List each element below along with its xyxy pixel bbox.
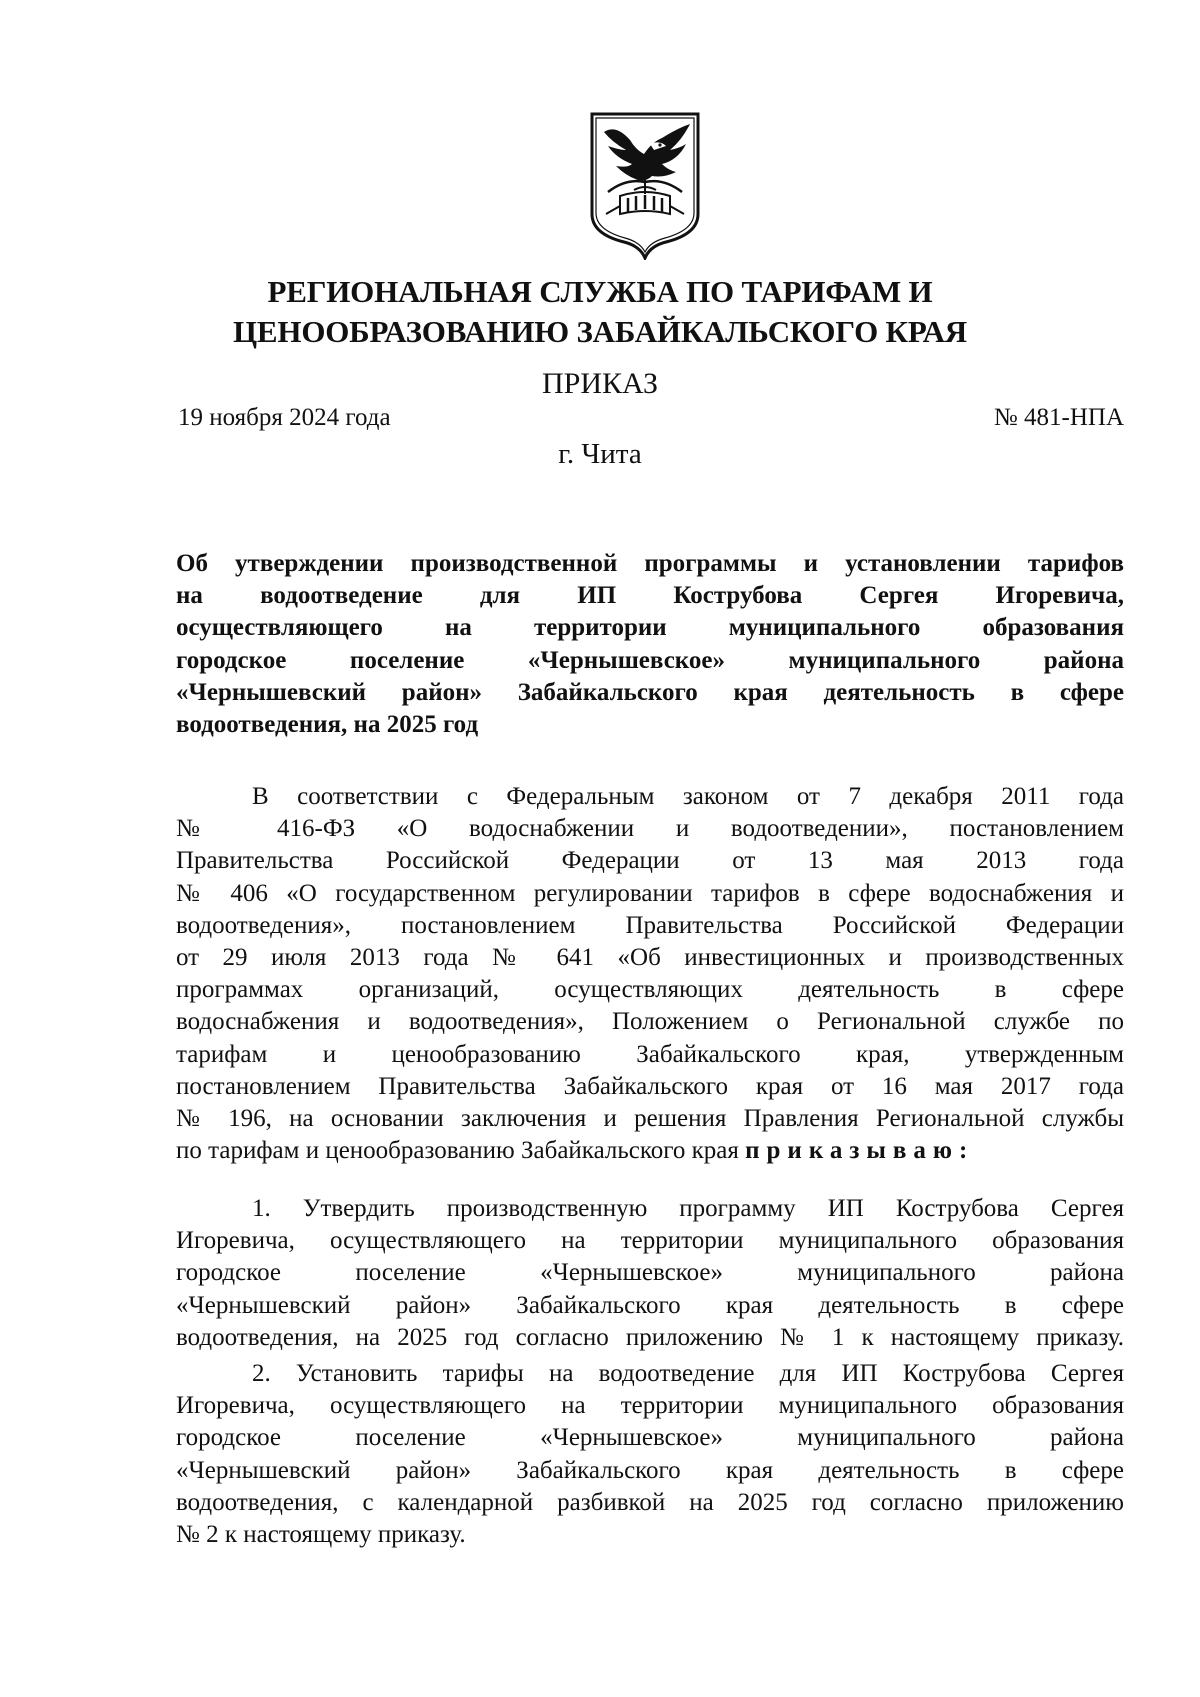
preamble-line: от 29 июля 2013 года № 641 «Об инвестиционных и производственных <box>176 944 1124 972</box>
preamble-line: № 416-ФЗ «О водоснабжении и водоотведении», постановлением <box>176 815 1124 843</box>
document-city: г. Чита <box>558 438 642 470</box>
preamble-line: № 196, на основании заключения и решения Правления Региональной службы <box>176 1105 1124 1133</box>
preamble-line: по тарифам и ценообразованию Забайкальского края <box>176 1137 746 1165</box>
item-line: Игоревича, осуществляющего на территории муниципального образования <box>176 1392 1124 1420</box>
organization-name-line2: ЦЕНООБРАЗОВАНИЮ ЗАБАЙКАЛЬСКОГО КРАЯ <box>233 314 967 349</box>
document-number: № 481-НПА <box>993 404 1124 431</box>
preamble-final-line <box>176 1135 1124 1167</box>
preamble-line: Правительства Российской Федерации от 13 мая 2013 года <box>176 847 1124 875</box>
document-date: 19 ноября 2024 года <box>178 404 391 431</box>
item-line: городское поселение «Чернышевское» муниципального района <box>176 1259 1124 1287</box>
organization-name <box>150 272 1050 352</box>
item-line: 1. Утвердить производственную программу ИП Кострубова Сергея <box>252 1195 1124 1222</box>
order-word: приказываю: <box>745 1137 975 1165</box>
item-line: Игоревича, осуществляющего на территории муниципального образования <box>176 1227 1124 1255</box>
item-line: городское поселение «Чернышевское» муниципального района <box>176 1424 1124 1452</box>
item-line: 2. Установить тарифы на водоотведение для ИП Кострубова Сергея <box>252 1360 1124 1387</box>
preamble-line: тарифам и ценообразованию Забайкальского края, утвержденным <box>176 1040 1124 1068</box>
subject-line: осуществляющего на территории муниципального образования <box>176 614 1124 642</box>
preamble-line: водоснабжения и водоотведения», Положением о Региональной службе по <box>176 1008 1124 1036</box>
subject-line: на водоотведение для ИП Кострубова Сергея Игоревича, <box>176 582 1124 610</box>
preamble-line: программах организаций, осуществляющих деятельность в сфере <box>176 976 1124 1004</box>
subject-line: городское поселение «Чернышевское» муниципального района <box>176 646 1124 674</box>
preamble-line: № 406 «О государственном регулировании тарифов в сфере водоснабжения и <box>176 879 1124 907</box>
subject-line: «Чернышевский район» Забайкальского края деятельность в сфере <box>176 678 1124 706</box>
item-line: «Чернышевский район» Забайкальского края деятельность в сфере <box>176 1456 1124 1484</box>
subject-line: водоотведения, на 2025 год <box>176 711 479 739</box>
preamble-paragraph <box>176 781 1124 1167</box>
organization-name-line1: РЕГИОНАЛЬНАЯ СЛУЖБА ПО ТАРИФАМ И <box>267 274 933 309</box>
item-line: «Чернышевский район» Забайкальского края деятельность в сфере <box>176 1291 1124 1319</box>
order-item-2 <box>176 1358 1124 1551</box>
zabaikalsky-krai-coat-of-arms-icon <box>586 110 704 260</box>
document-subject <box>176 548 1124 741</box>
document-type: ПРИКАЗ <box>542 367 658 400</box>
item-line: водоотведения, на 2025 год согласно приложению № 1 к настоящему приказу. <box>176 1323 1124 1351</box>
item-line: № 2 к настоящему приказу. <box>176 1521 466 1549</box>
item-line: водоотведения, с календарной разбивкой на 2025 год согласно приложению <box>176 1488 1124 1516</box>
preamble-line: В соответствии с Федеральным законом от 7 декабря 2011 года <box>252 783 1124 810</box>
subject-line: Об утверждении производственной программы и установлении тарифов <box>176 550 1124 577</box>
preamble-line: постановлением Правительства Забайкальского края от 16 мая 2017 года <box>176 1072 1124 1100</box>
order-item-1 <box>176 1193 1124 1354</box>
preamble-line: водоотведения», постановлением Правительства Российской Федерации <box>176 911 1124 939</box>
